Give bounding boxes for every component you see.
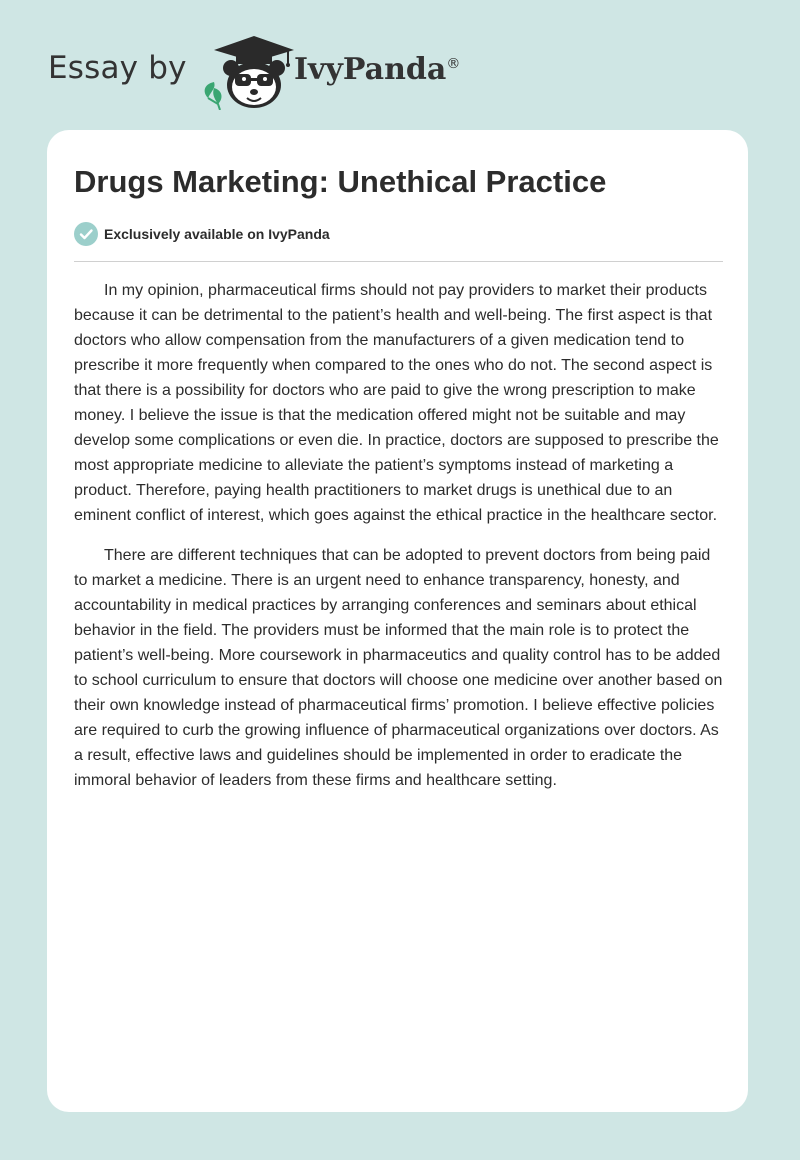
essay-body xyxy=(74,278,724,808)
registered-mark: ® xyxy=(446,56,461,72)
brand-name[interactable]: IvyPanda® xyxy=(294,52,461,87)
essay-card xyxy=(47,130,748,1112)
site-header xyxy=(48,30,548,110)
panda-logo-icon[interactable] xyxy=(200,30,296,110)
divider xyxy=(74,261,723,262)
essay-paragraph-2: There are different techniques that can be adopted to prevent doctors from being paid to market a medicine. There is an urgent need to enhance transparency, honesty, and accountability in medical practices by arranging conferences and seminars about ethical behavior in the field. The providers must be informed that the main role is to protect the patient’s well-being. More coursework in pharmaceutics and quality control has to be added to school curriculum to ensure that doctors will choose one medicine over another based on their own knowledge instead of pharmaceutical firms’ promotion. I believe effective policies are required to curb the growing influence of pharmaceutical organizations over doctors. As a result, effective laws and guidelines should be implemented in order to eradicate the immoral behavior of leaders from these firms and healthcare setting. xyxy=(74,547,723,789)
exclusive-badge xyxy=(74,222,330,246)
essay-by-label: Essay by xyxy=(48,50,187,86)
checkmark-circle-icon xyxy=(74,222,98,246)
exclusive-badge-label: Exclusively available on IvyPanda xyxy=(104,226,330,242)
essay-paragraph-1: In my opinion, pharmaceutical firms should not pay providers to market their products because it can be detrimental to the patient’s health and well-being. The first aspect is that doctors who allow compensation from the manufacturers of a given medication tend to prescribe it more frequently when compared to the ones who do not. The second aspect is that there is a possibility for doctors who are paid to give the wrong prescription to make money. I believe the issue is that the medication offered might not be suitable and may develop some complications or even die. In practice, doctors are supposed to prescribe the most appropriate medicine to alleviate the patient’s symptoms instead of marketing a product. Therefore, paying health practitioners to market drugs is unethical due to an eminent conflict of interest, which goes against the ethical practice in the healthcare sector. xyxy=(74,282,719,524)
essay-title: Drugs Marketing: Unethical Practice xyxy=(74,164,607,199)
